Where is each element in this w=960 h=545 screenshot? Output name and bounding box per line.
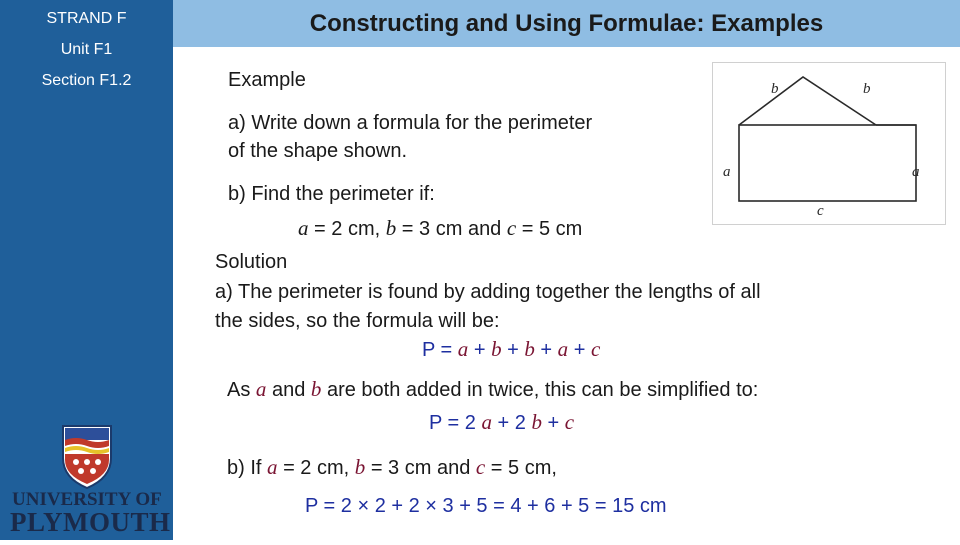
var-c: c — [506, 216, 517, 240]
unit-label: Unit F1 — [60, 41, 113, 58]
b-line-var-a: a — [267, 455, 278, 479]
b-line-var-b: b — [354, 455, 366, 479]
formula2-a: a — [481, 410, 492, 434]
label-left: a — [723, 164, 731, 180]
simplify-mid: and — [266, 379, 311, 401]
formula2-p: P = 2 — [429, 412, 482, 434]
formula1-b2: b — [524, 337, 535, 361]
label-bottom: c — [817, 203, 824, 219]
page-title: Constructing and Using Formulae: Examples — [309, 10, 824, 37]
solution-a-line1: a) The perimeter is found by adding together the lengths of all — [215, 281, 761, 303]
b-line-c-value: = 5 cm, — [485, 457, 557, 479]
final-calculation: P = 2 × 2 + 2 × 3 + 5 = 4 + 6 + 5 = 15 cm — [305, 495, 667, 517]
pentagon-shape — [713, 63, 945, 224]
b-line-pre: b) If — [227, 457, 268, 479]
strand-label: STRAND F — [46, 10, 127, 27]
formula1-a1: a — [457, 337, 469, 361]
given-c-value: = 5 cm — [516, 218, 583, 240]
formula2-plus: + 2 — [491, 412, 532, 434]
var-a: a — [298, 216, 309, 240]
solution-heading: Solution — [215, 251, 288, 273]
solution-a-line2: the sides, so the formula will be: — [215, 310, 500, 332]
formula1-plus: + — [568, 339, 591, 361]
label-top-left: b — [771, 81, 779, 97]
formula2-plus: + — [541, 412, 565, 434]
given-values — [298, 216, 582, 241]
simplify-var-a: a — [255, 377, 267, 401]
formula1-b1: b — [491, 337, 502, 361]
simplify-pre: As — [227, 379, 256, 401]
part-b-given — [227, 455, 557, 480]
simplify-post: are both added in twice, this can be simplified to: — [321, 379, 759, 401]
b-line-a-value: = 2 cm, — [277, 457, 355, 479]
shape-diagram — [712, 62, 946, 225]
header-bar — [173, 0, 960, 47]
formula1-p: P = — [422, 339, 458, 361]
logo-line2: PLYMOUTH — [10, 507, 171, 537]
sidebar — [0, 0, 173, 540]
formula2-c: c — [564, 410, 575, 434]
university-logo — [0, 420, 173, 540]
b-line-b-value: = 3 cm and — [365, 457, 476, 479]
formula1-a2: a — [557, 337, 569, 361]
formula1-plus: + — [534, 339, 558, 361]
b-line-var-c: c — [475, 455, 486, 479]
label-right: a — [912, 164, 920, 180]
formula1-c: c — [590, 337, 601, 361]
given-b-value: = 3 cm and — [396, 218, 507, 240]
formula-1 — [422, 337, 600, 362]
example-heading: Example — [228, 69, 306, 91]
part-b-line1: b) Find the perimeter if: — [228, 183, 435, 205]
section-label: Section F1.2 — [41, 72, 132, 89]
formula2-b: b — [531, 410, 542, 434]
part-a-line1: a) Write down a formula for the perimeter — [228, 112, 593, 134]
var-b: b — [385, 216, 397, 240]
label-top-right: b — [863, 81, 871, 97]
formula1-plus: + — [468, 339, 492, 361]
given-a-value: = 2 cm, — [308, 218, 386, 240]
part-a-line2: of the shape shown. — [228, 140, 408, 162]
simplify-line — [227, 377, 758, 402]
simplify-var-b: b — [310, 377, 322, 401]
formula-2 — [429, 410, 574, 435]
formula1-plus: + — [501, 339, 525, 361]
logo-line1: UNIVERSITY OF — [12, 489, 162, 510]
